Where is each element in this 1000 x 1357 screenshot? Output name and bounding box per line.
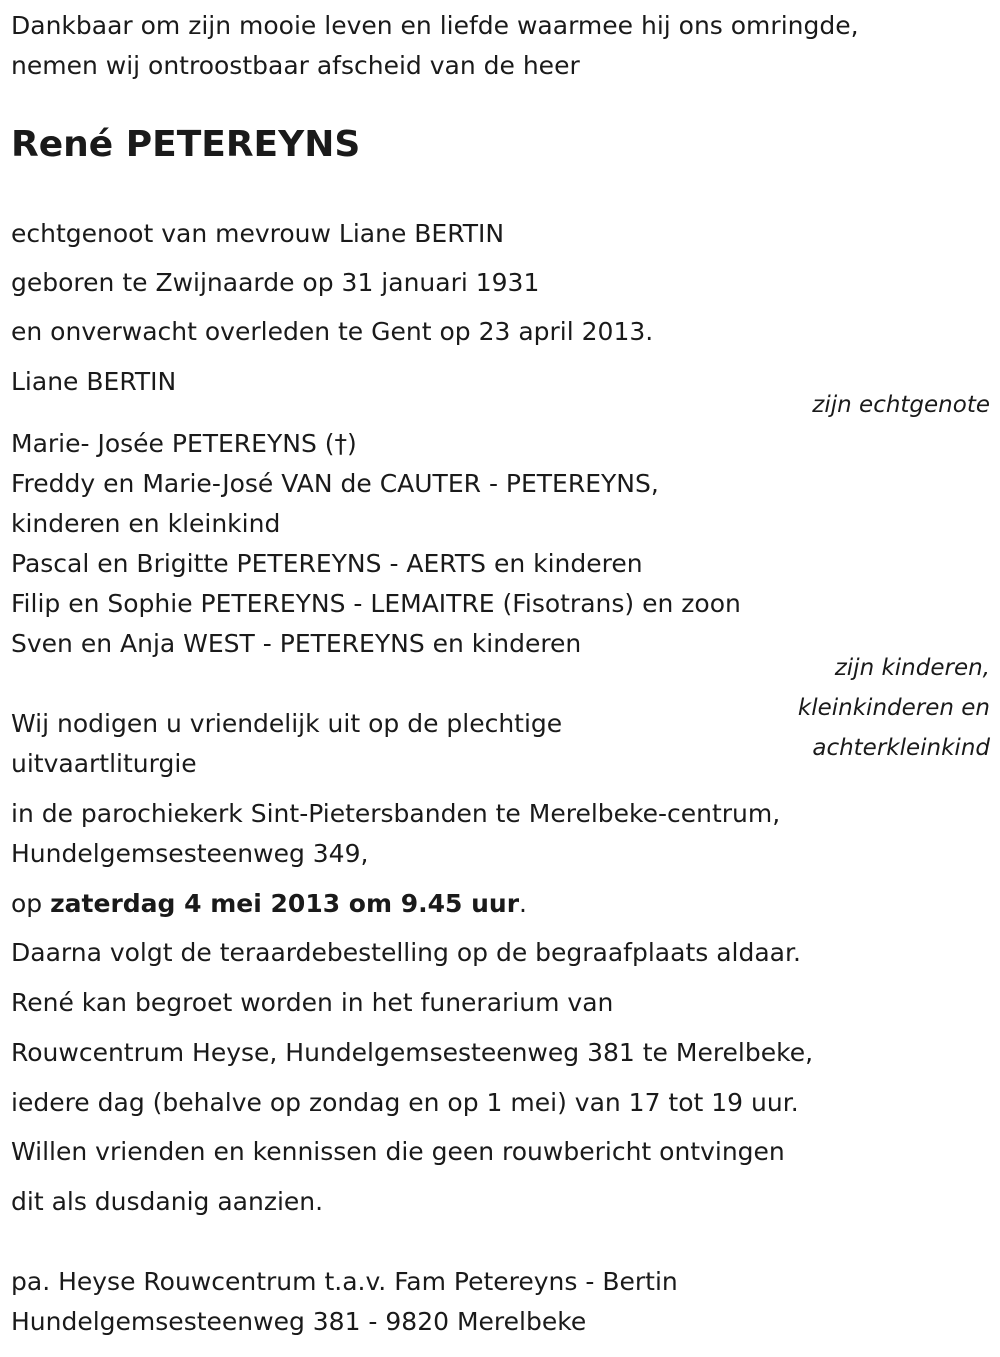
spouse-of-line: echtgenoot van mevrouw Liane BERTIN <box>11 219 505 248</box>
ceremony-date: zaterdag 4 mei 2013 om 9.45 uur <box>50 889 520 918</box>
child-line-2: Freddy en Marie-José VAN de CAUTER - PETEREYNS, <box>11 469 659 498</box>
children-role-2: kleinkinderen en <box>797 695 990 721</box>
intro-line-1: Dankbaar om zijn mooie leven en liefde waarmee hij ons omringde, <box>11 11 859 40</box>
born-line: geboren te Zwijnaarde op 31 januari 1931 <box>11 268 540 297</box>
children-role-1: zijn kinderen, <box>834 655 990 681</box>
spouse-role: zijn echtgenote <box>812 392 990 418</box>
address-line-2: Hundelgemsesteenweg 381 - 9820 Merelbeke <box>11 1307 587 1336</box>
child-line-6: Sven en Anja WEST - PETEREYNS en kinderen <box>11 629 582 658</box>
church-line-2: Hundelgemsesteenweg 349, <box>11 839 369 868</box>
visitation-line-2: Rouwcentrum Heyse, Hundelgemsesteenweg 381 te Merelbeke, <box>11 1038 814 1067</box>
invite-line-2: uitvaartliturgie <box>11 749 197 778</box>
date-prefix: op <box>11 889 51 918</box>
burial-line: Daarna volgt de teraardebestelling op de begraafplaats aldaar. <box>11 938 801 967</box>
died-line: en onverwacht overleden te Gent op 23 april 2013. <box>11 317 654 346</box>
deceased-name: René PETEREYNS <box>11 124 361 165</box>
closing-line-2: dit als dusdanig aanzien. <box>11 1187 324 1216</box>
child-line-1: Marie- Josée PETEREYNS (†) <box>11 429 357 458</box>
invite-line-1: Wij nodigen u vriendelijk uit op de plechtige <box>11 709 563 738</box>
child-line-5: Filip en Sophie PETEREYNS - LEMAITRE (Fisotrans) en zoon <box>11 589 741 618</box>
visitation-line-1: René kan begroet worden in het funerarium van <box>11 988 614 1017</box>
visitation-line-3: iedere dag (behalve op zondag en op 1 mei) van 17 tot 19 uur. <box>11 1088 799 1117</box>
intro-line-2: nemen wij ontroostbaar afscheid van de heer <box>11 51 580 80</box>
date-suffix: . <box>519 889 527 918</box>
ceremony-date-line <box>11 884 527 924</box>
child-line-4: Pascal en Brigitte PETEREYNS - AERTS en kinderen <box>11 549 643 578</box>
closing-line-1: Willen vrienden en kennissen die geen rouwbericht ontvingen <box>11 1137 785 1166</box>
child-line-3: kinderen en kleinkind <box>11 509 281 538</box>
church-line-1: in de parochiekerk Sint-Pietersbanden te Merelbeke-centrum, <box>11 799 781 828</box>
address-line-1: pa. Heyse Rouwcentrum t.a.v. Fam Petereyns - Bertin <box>11 1267 678 1296</box>
children-role-3: achterkleinkind <box>812 735 990 761</box>
spouse-name: Liane BERTIN <box>11 367 177 396</box>
